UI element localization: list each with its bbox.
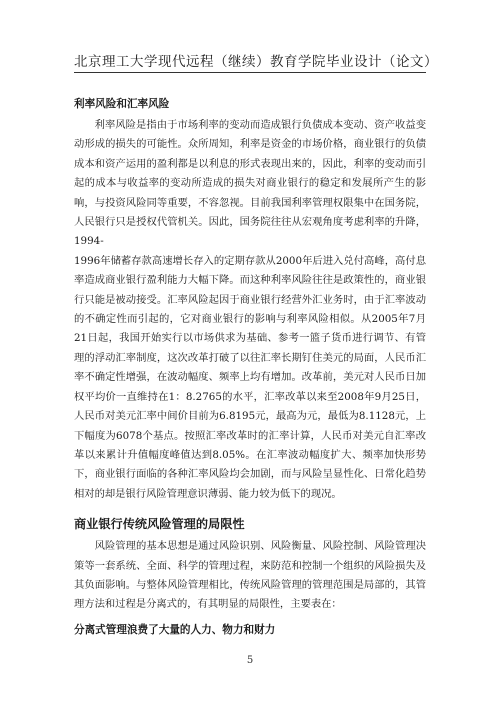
header-divider bbox=[74, 72, 426, 73]
paragraph-interest-risk: 利率风险是指由于市场利率的变动而造成银行负债成本变动、资产收益变动形成的损失的可能性。众所周知，利率是资金的市场价格，商业银行的负债成本和资产运用的盈利都是以利息的形式表现出来的，因此，利率的变动而引起的成本与收益率的变动所造成的损失对商业银行的稳定和发展所产生的影响，与投资风险同等重要，不容忽视。目前我国利率管理权限集中在国务院，人民银行只是授权代管机关。因此，国务院往往从宏观角度考虑利率的升降，1994- bbox=[74, 119, 426, 248]
page-body bbox=[74, 95, 426, 642]
section-heading-interest-fx: 利率风险和汇率风险 bbox=[74, 98, 170, 110]
subsection-heading-dispersed-management: 分离式管理浪费了大量的人力、物力和财力 bbox=[74, 623, 276, 636]
paragraph-limitations: 风险管理的基本思想是通过风险识别、风险衡量、风险控制、风险管理决策等一套系统、全面、科学的管理过程，来防范和控制一个组织的风险损失及其负面影响。与整体风险管理相比，传统风险管理的管理范围是局部的，其管理方法和过程是分离式的，有其明显的局限性，主要表在： bbox=[74, 540, 426, 611]
running-header: 北京理工大学现代远程（继续）教育学院毕业设计（论文） bbox=[74, 54, 438, 70]
page-number: 5 bbox=[246, 655, 254, 666]
section-heading-limitations: 商业银行传统风险管理的局限性 bbox=[74, 517, 245, 532]
paragraph-fx-risk: 1996年储蓄存款高速增长存入的定期存款从2000年后进入兑付高峰，高付息率造成商业银行盈利能力大幅下降。而这种利率风险往往是政策性的，商业银行只能是被动接受。汇率风险起因于商业银行经营外汇业务时，由于汇率波动的不确定性而引起的，它对商业银行的影响与利率风险相似。从2005年7月21日起，我国开始实行以市场供求为基础、参考一篮子货币进行调节、有管理的浮动汇率制度，这次改革打破了以往汇率长期钉住美元的局面，人民币汇率不确定性增强，在波动幅度、频率上均有增加。改革前，美元对人民币日加权平均价一直维持在1：8.2765的水平，汇率改革以来至2008年9月25日，人民币对美元汇率中间价目前为6.8195元，最高为元，最低为8.1128元，上下幅度为6078个基点。按照汇率改革时的汇率计算，人民币对美元自汇率改革以来累计升值幅度峰值达到8.05%。在汇率波动幅度扩大、频率加快形势下，商业银行面临的各种汇率风险均会加剧，而与风险呈显性化、日常化趋势相对的却是银行风险管理意识薄弱、能力较为低下的现况。 bbox=[74, 254, 426, 500]
